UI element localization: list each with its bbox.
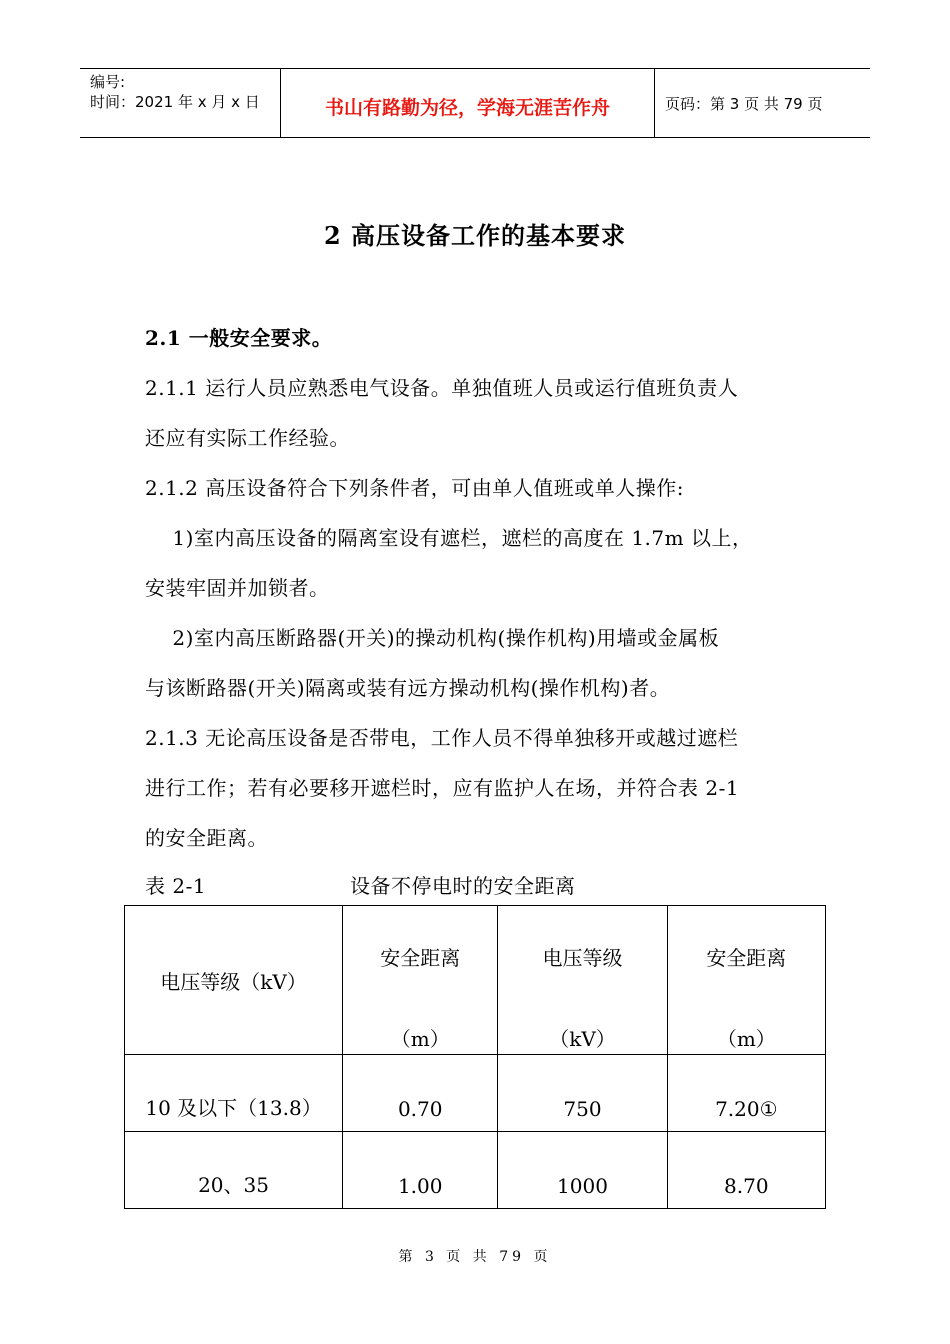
header-text-top: 安全距离 <box>706 946 787 970</box>
document-time-label: 时间：2021 年 x 月 x 日 <box>90 93 260 111</box>
header-motto: 书山有路勤为径，学海无涯苦作舟 <box>281 69 655 137</box>
paragraph-line: 1)室内高压设备的隔离室设有遮栏，遮栏的高度在 1.7m 以上， <box>145 526 753 550</box>
paragraph-line: 2.1.3 无论高压设备是否带电，工作人员不得单独移开或越过遮栏 <box>145 726 739 750</box>
paragraph-line: 2)室内高压断路器(开关)的操动机构(操作机构)用墙或金属板 <box>145 626 720 650</box>
table-cell: 1000 <box>498 1132 667 1209</box>
page-footer: 第 3 页 共 79 页 <box>398 1249 552 1265</box>
paragraph-line: 2.1.2 高压设备符合下列条件者，可由单人值班或单人操作: <box>145 476 684 500</box>
table-caption-title: 设备不停电时的安全距离 <box>350 874 576 898</box>
table-cell: 1.00 <box>343 1132 498 1209</box>
table-cell: 7.20① <box>667 1055 825 1132</box>
paragraph-line: 安装牢固并加锁者。 <box>145 576 330 600</box>
page-header <box>80 68 870 138</box>
table-caption-number: 表 2-1 <box>145 874 207 898</box>
section-heading: 2.1 一般安全要求。 <box>145 326 333 350</box>
header-text-bottom: （m） <box>390 1027 450 1051</box>
header-text-top: 安全距离 <box>380 946 461 970</box>
safety-distance-table <box>124 905 826 1209</box>
header-text-top: 电压等级 <box>542 946 623 970</box>
paragraph-line: 与该断路器(开关)隔离或装有远方操动机构(操作机构)者。 <box>145 676 671 700</box>
document-number-label: 编号: <box>90 73 126 91</box>
paragraph-line: 还应有实际工作经验。 <box>145 426 350 450</box>
table-row <box>125 1132 826 1209</box>
table-cell: 20、35 <box>125 1132 343 1209</box>
table-row <box>125 1055 826 1132</box>
paragraph-line: 进行工作；若有必要移开遮栏时，应有监护人在场，并符合表 2-1 <box>145 776 740 800</box>
document-title: 2 高压设备工作的基本要求 <box>323 221 627 250</box>
header-meta <box>80 69 281 137</box>
header-text-bottom: （kV） <box>549 1027 616 1051</box>
table-header-cell <box>498 906 667 1055</box>
header-text-bottom: （m） <box>716 1027 776 1051</box>
table-header-cell <box>125 906 343 1055</box>
table-cell: 0.70 <box>343 1055 498 1132</box>
table-header-cell <box>667 906 825 1055</box>
table-cell: 10 及以下（13.8） <box>125 1055 343 1132</box>
table-cell: 8.70 <box>667 1132 825 1209</box>
header-text: 电压等级（kV） <box>160 969 307 994</box>
table-header-cell <box>343 906 498 1055</box>
table-cell: 750 <box>498 1055 667 1132</box>
table-header-row <box>125 906 826 1055</box>
paragraph-line: 的安全距离。 <box>145 826 268 850</box>
paragraph-line: 2.1.1 运行人员应熟悉电气设备。单独值班人员或运行值班负责人 <box>145 376 739 400</box>
header-page-label: 页码：第 3 页 共 79 页 <box>665 95 823 113</box>
